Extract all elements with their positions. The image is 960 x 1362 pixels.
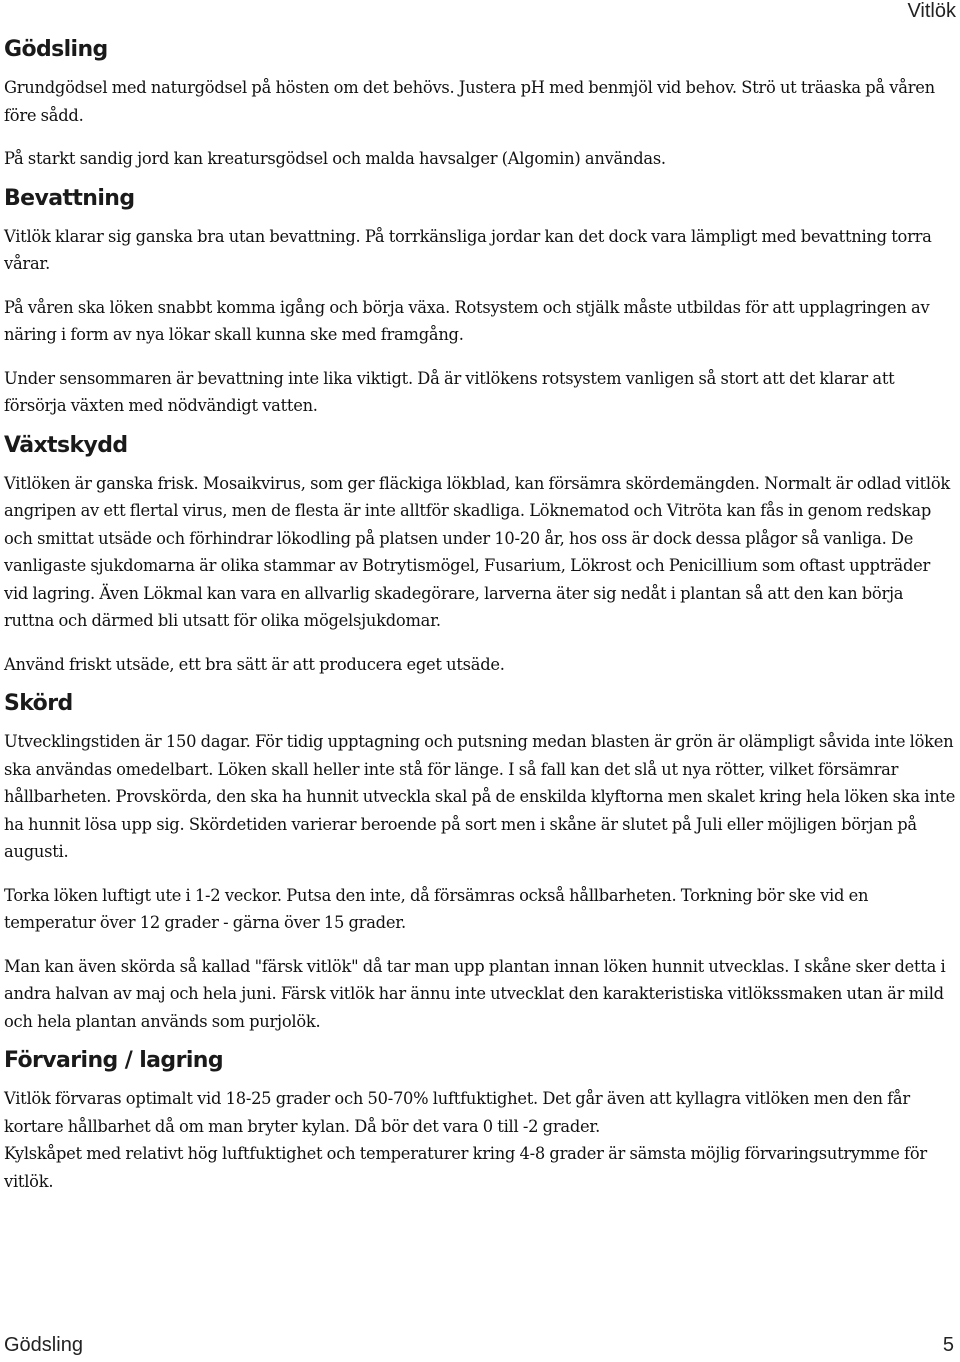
footer-page-number: 5 xyxy=(942,1334,954,1356)
heading-vaxtskydd: Växtskydd xyxy=(4,432,128,458)
paragraph: Vitlök förvaras optimalt vid 18-25 grader och 50-70% luftfuktighet. Det går även att kyllagra vitlöken men den får kortare hållbarhet då om man bryter kylan. Då bör det vara 0 till -2 grader. xyxy=(4,1089,910,1136)
paragraph: På våren ska löken snabbt komma igång och börja växa. Rotsystem och stjälk måste utbildas för att upplagringen av näring i form av nya lökar skall kunna ske med framgång. xyxy=(4,297,930,344)
heading-bevattning: Bevattning xyxy=(4,185,135,211)
paragraph: Man kan även skörda så kallad "färsk vitlök" då tar man upp plantan innan löken hunnit utvecklas. I skåne sker detta i andra halvan av maj och hela juni. Färsk vitlök har ännu inte utvecklat den karakteristiska vitlökssmaken utan är mild och hela plantan används som purjolök. xyxy=(4,956,946,1031)
paragraph: Grundgödsel med naturgödsel på hösten om det behövs. Justera pH med benmjöl vid behov. Strö ut träaska på våren före sådd. xyxy=(4,78,935,125)
section-bevattning xyxy=(4,183,956,420)
heading-forvaring: Förvaring / lagring xyxy=(4,1048,223,1073)
section-vaxtskydd xyxy=(4,430,956,679)
paragraph: Vitlöken är ganska frisk. Mosaikvirus, som ger fläckiga lökblad, kan försämra skördemängden. Normalt är odlad vitlök angripen av ett flertal virus, men de flesta är inte alltför skadliga. Löknematod och Vitröta kan fås in genom redskap och smittat utsäde och förhindrar lökodling på platsen under 10-20 år, hos oss är dock dessa plågor så vanliga. De vanligaste sjukdomarna är olika stammar av Botrytismögel, Fusarium, Lökrost och Penicillium som oftast uppträder vid lagring. Även Lökmal kan vara en allvarlig skadegörare, larverna äter sig nedåt i plantan så att den kan börja ruttna och därmed bli utsatt för olika mögelsjukdomar. xyxy=(4,473,951,630)
section-godsling xyxy=(4,34,956,173)
section-forvaring xyxy=(4,1045,956,1195)
paragraph: Använd friskt utsäde, ett bra sätt är att producera eget utsäde. xyxy=(4,654,505,674)
heading-skord: Skörd xyxy=(4,691,73,716)
document-body xyxy=(4,34,956,1195)
section-skord xyxy=(4,688,956,1035)
paragraph: Torka löken luftigt ute i 1-2 veckor. Putsa den inte, då försämras också hållbarheten. Torkning bör ske vid en temperatur över 12 grader - gärna över 15 grader. xyxy=(4,885,869,932)
paragraph: Vitlök klarar sig ganska bra utan bevattning. På torrkänsliga jordar kan det dock vara lämpligt med bevattning torra vårar. xyxy=(4,226,932,273)
heading-godsling: Gödsling xyxy=(4,37,108,62)
paragraph: Under sensommaren är bevattning inte lika viktigt. Då är vitlökens rotsystem vanligen så stort att det klarar att försörja växten med nödvändigt vatten. xyxy=(4,368,895,415)
paragraph: Utvecklingstiden är 150 dagar. För tidig upptagning och putsning medan blasten är grön är olämpligt såvida inte löken ska användas omedelbart. Löken skall heller inte stå för länge. I så fall kan det slå ut nya rötter, vilket försämrar hållbarheten. Provskörda, den ska ha hunnit utveckla skal på de enskilda klyftorna men skalet kring hela löken ska inte ha hunnit lösa upp sig. Skördetiden varierar beroende på sort men i skåne är slutet på Juli eller möjligen början på augusti. xyxy=(4,732,956,861)
paragraph: På starkt sandig jord kan kreatursgödsel och malda havsalger (Algomin) användas. xyxy=(4,149,666,168)
paragraph: Kylskåpet med relativt hög luftfuktighet och temperaturer kring 4-8 grader är sämsta möjlig förvaringsutrymme för vitlök. xyxy=(4,1144,927,1191)
footer-section-name: Gödsling xyxy=(4,1334,83,1356)
running-header-title: Vitlök xyxy=(907,0,956,22)
